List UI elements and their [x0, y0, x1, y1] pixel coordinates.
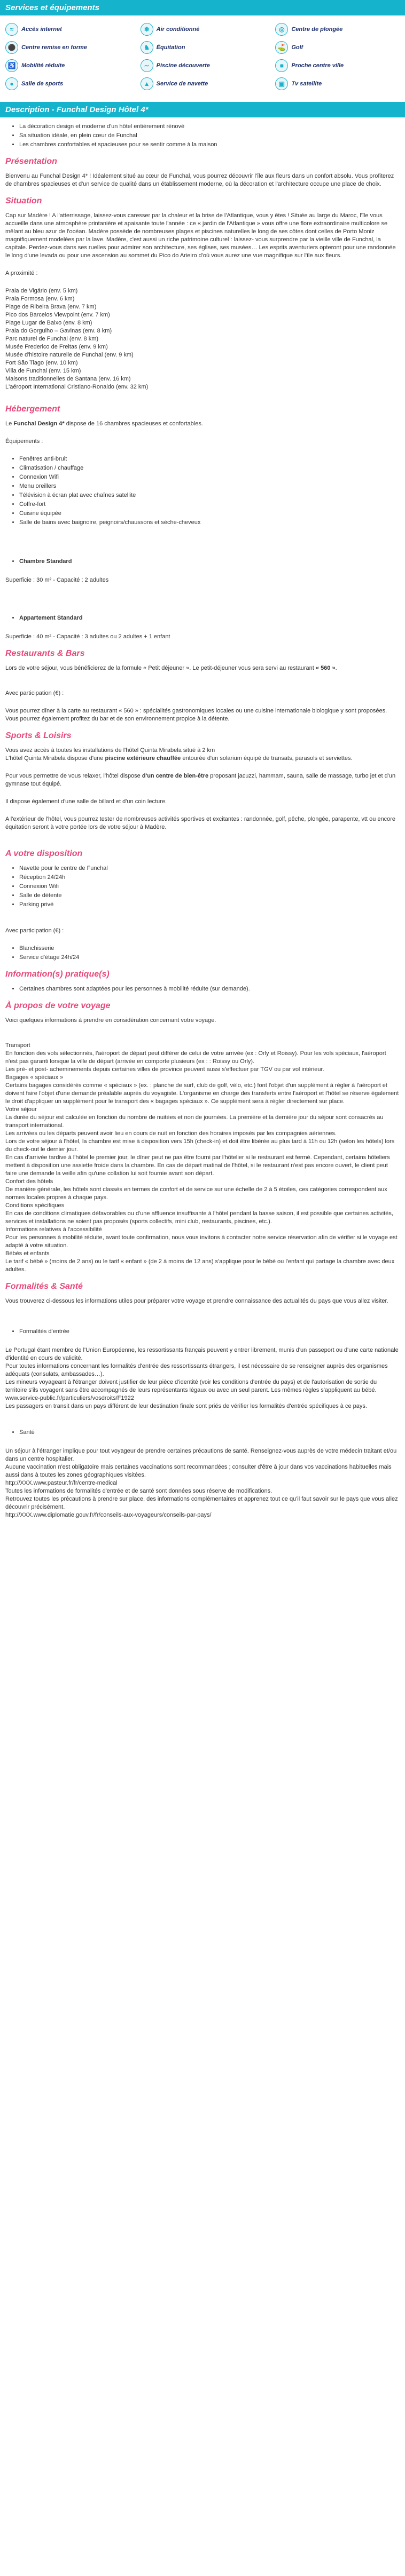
list-item: Plage Lugar de Baixo (env. 8 km)	[5, 320, 92, 326]
list-item: Musée Frederico de Freitas (env. 9 km)	[5, 344, 108, 350]
horse-icon: ♞	[141, 41, 153, 54]
list-item: • La décoration design et moderne d'un hôtel entièrement rénové	[19, 123, 400, 131]
room-info: Superficie : 40 m² - Capacité : 3 adultes ou 2 adultes + 1 enfant	[5, 633, 170, 640]
text-line: Transport	[5, 1042, 30, 1049]
text-line: Les pré- et post- acheminements depuis certaines villes de province peuvent aussi s'effectuer par TGV ou par vol intérieur.	[5, 1066, 324, 1073]
text-line: Pour toutes informations concernant les formalités d'entrée des ressortissants étrangers, il est nécessaire de se renseigner auprès des organismes adéquats (consulats, ambassades…).	[5, 1363, 388, 1377]
list-item: • Salle de bains avec baignoire, peignoirs/chaussons et sèche-cheveux	[19, 519, 400, 527]
text-line: Lors de votre séjour à l'hôtel, la chambre est mise à disposition vers 15h (check-in) et doit être libérée au plus tard à 11h ou 12h (selon les hôtels) lors du check-out le dernier jour.	[5, 1138, 395, 1153]
tv-icon: ▣	[275, 77, 288, 90]
situation-title: Situation	[5, 196, 42, 205]
sports-text-3: Pour vous permettre de vous relaxer, l'hôtel dispose d'un centre de bien-être proposant jacuzzi, hammam, sauna, salle de massage, turbo jet et d'un gymnase tout équipé.	[5, 773, 396, 787]
list-item: Musée d'histoire naturelle de Funchal (env. 9 km)	[5, 352, 134, 358]
list-item: • Les chambres confortables et spacieuses pour se sentir comme à la maison	[19, 141, 400, 149]
text-line: Aucune vaccination n'est obligatoire mais certaines vaccinations sont recommandées ; consulter d'être à jour dans vos vaccinations habituelles mais aussi dans à toutes les zones géographiques visitées.	[5, 1464, 392, 1478]
list-item: Villa de Funchal (env. 15 km)	[5, 368, 81, 374]
text-line: Votre séjour	[5, 1106, 37, 1113]
list-item: • Télévision à écran plat avec chaînes satellite	[19, 492, 400, 500]
services-header: Services et équipements	[0, 0, 405, 15]
wheelchair-icon: ♿	[5, 59, 18, 72]
snowflake-icon: ❄	[141, 23, 153, 36]
nearby-label: A proximité :	[5, 270, 38, 276]
list-item: Praia de Vigário (env. 5 km)	[5, 288, 78, 294]
sport-icon: ●	[5, 77, 18, 90]
diver-icon: ◎	[275, 23, 288, 36]
text-line: Les passagers en transit dans un pays différent de leur destination finale sont priés de vérifier les formalités d'entrée spécifiques à ce pays.	[5, 1403, 367, 1409]
list-item: • Menu oreillers	[19, 482, 400, 490]
list-item: Parc naturel de Funchal (env. 8 km)	[5, 336, 99, 342]
golf-icon: ⛳	[275, 41, 288, 54]
services-grid	[0, 15, 405, 96]
text-line: Bébés et enfants	[5, 1250, 50, 1257]
list-item: • Fenêtres anti-bruit	[19, 455, 400, 463]
dumbbell-icon: ⚫	[5, 41, 18, 54]
text-line: Le tarif « bébé » (moins de 2 ans) ou le tarif « enfant » (de 2 à moins de 12 ans) s'applique pour le bébé ou l'enfant qui partage la chambre avec deux adultes.	[5, 1258, 395, 1273]
restaurants-title: Restaurants & Bars	[5, 649, 85, 658]
list-item: • Certaines chambres sont adaptées pour les personnes à mobilité réduite (sur demande).	[19, 985, 400, 993]
list-item: • Parking privé	[19, 901, 400, 909]
list-item: Praia Formosa (env. 6 km)	[5, 296, 75, 302]
list-item: Fort São Tiago (env. 10 km)	[5, 360, 78, 366]
text-line: Bagages « spéciaux »	[5, 1074, 64, 1081]
text-line: http://XXX.www.pasteur.fr/fr/centre-medical	[5, 1480, 118, 1486]
service-item: ∼ Piscine découverte	[141, 59, 265, 72]
text-line: En cas de conditions climatiques défavorables ou d'une affluence insuffisante à l'hôtel pendant la basse saison, il est possible que certaines activités, services et installations ne soient pas proposés (sports collectifs, mini club, restaurants, piscines, etc.).	[5, 1210, 393, 1225]
formalites-title: Formalités & Santé	[5, 1282, 83, 1291]
text-line: Les arrivées ou les départs peuvent avoir lieu en cours de nuit en fonction des horaires imposés par les compagnies aériennes.	[5, 1130, 337, 1137]
situation-text: Cap sur Madère ! A l'atterrissage, laissez-vous caresser par la chaleur et la brise de l'Atlantique, vous y êtes ! Située au large du Maroc, l'île vous accueille dans une atmosphère printanière et apaisante toute l'année : ce « jardin de l'Atlantique » vous offre une flore extraordinaire multicolore se mêlant au bleu azur de l'océan. Madère possède de nombreuses plages et piscines naturelles le long de ses côtes dont celles de Porto Moniz magnifiquement modelées par la lave. Madère, c'est aussi un riche patrimoine culturel : laissez- vous surprendre par la vieille ville de Funchal, la capitale. Perdez-vous dans ses ruelles pour admirer son architecture, ses églises, ses musées… Les esprits aventuriers opteront pour une randonnée le long d'une levada ou pour une ascension au sommet du Pico do Arieiro d'où vous aurez une vue magnifique sur l'île aux fleurs.	[5, 212, 396, 259]
city-icon: ■	[275, 59, 288, 72]
service-item: ♿ Mobilité réduite	[5, 59, 130, 72]
list-item: • Service d'étage 24h/24	[19, 954, 400, 962]
service-item: ■ Proche centre ville	[275, 59, 400, 72]
list-item: Pico dos Barcelos Viewpoint (env. 7 km)	[5, 312, 110, 318]
sports-text-1: Vous avez accès à toutes les installations de l'hôtel Quinta Mirabela situé à 2 km L'hôtel Quinta Mirabela dispose d'une piscine extérieure chauffée entourée d'un solarium équipé de transats, parasols et serviettes.	[5, 747, 353, 762]
text-line: La durée du séjour est calculée en fonction du nombre de nuitées et non de journées. La première et la dernière jour du séjour sont consacrés au transport international.	[5, 1114, 384, 1129]
apropos-intro: Voici quelques informations à prendre en considération concernant votre voyage.	[5, 1017, 216, 1024]
disposition-paid-list	[5, 945, 400, 962]
list-item: Praia do Gorgulho – Gavinas (env. 8 km)	[5, 328, 112, 334]
text-line: En fonction des vols sélectionnés, l'aéroport de départ peut différer de celui de votre arrivée (ex : Orly et Roissy). Pour les vols spéciaux, l'aéroport n'est pas garanti lorsque la ville de départ (arrivée en comporte plusieurs (ex : : Roissy ou Orly).	[5, 1050, 386, 1065]
paid-label: Avec participation (€) :	[5, 690, 64, 696]
text-line: Le Portugal étant membre de l'Union Européenne, les ressortissants français peuvent y entrer librement, munis d'un passeport ou d'une carte nationale d'identité en cours de validité.	[5, 1347, 399, 1361]
wifi-icon: ≈	[5, 23, 18, 36]
service-item: ≈ Accès internet	[5, 23, 130, 36]
disposition-title: A votre disposition	[5, 849, 83, 858]
service-item: ▣ Tv satellite	[275, 77, 400, 90]
shuttle-icon: ▲	[141, 77, 153, 90]
text-line: http://XXX.www.diplomatie.gouv.fr/fr/conseils-aux-voyageurs/conseils-par-pays/	[5, 1512, 212, 1518]
service-item: ♞ Équitation	[141, 41, 265, 54]
text-line: Conditions spécifiques	[5, 1202, 65, 1209]
text-line: Retrouvez toutes les précautions à prendre sur place, des informations complémentaires et apprenez tout ce qu'il faut savoir sur le pays que vous allez découvrir précisément.	[5, 1496, 398, 1510]
room-1	[5, 558, 400, 566]
formalites-body-1	[5, 1346, 400, 1410]
sports-text-4: Il dispose également d'une salle de billard et d'un coin lecture.	[5, 798, 167, 805]
main-content	[0, 117, 405, 1519]
room-name: • Appartement Standard	[19, 614, 400, 622]
equipments-label: Équipements :	[5, 438, 43, 445]
text-line: Toutes les informations de formalités d'entrée et de santé sont données sous réserve de modifications.	[5, 1488, 272, 1494]
restaurants-text-2: Vous pourrez dîner à la carte au restaurant « 560 » : spécialités gastronomiques locales ou une cuisine internationale biologique y sont proposées. Vous pourrez également profitez du bar et de son environnement propice à la détente.	[5, 708, 387, 722]
presentation-title: Présentation	[5, 157, 57, 166]
text-line: Confort des hôtels	[5, 1178, 53, 1185]
text-line: Informations relatives à l'accessibilité	[5, 1226, 102, 1233]
service-item: ◎ Centre de plongée	[275, 23, 400, 36]
text-line: En cas d'arrivée tardive à l'hôtel le premier jour, le dîner peut ne pas être fourni par l'hôtelier si le restaurant est fermé. Cependant, certains hôteliers mettent à disposition une assiette froide dans la chambre. En cas de départ matinal de l'hôtel, si le restaurant n'est pas encore ouvert, le client peut faire une demande la veille afin qu'une collation lui soit fournie avant son départ.	[5, 1154, 390, 1177]
hebergement-text: Le Funchal Design 4* dispose de 16 chambres spacieuses et confortables.	[5, 421, 203, 427]
text-line: Certains bagages considérés comme « spéciaux » (ex. : planche de surf, club de golf, vélo, etc.) font l'objet d'un supplément à régler à l'aéroport et doivent faire l'objet d'une demande préalable auprès du voyagiste. L'organisme en charge des transferts entre l'aéroport et l'hôtel se réserve également le droit d'appliquer un supplément pour le transport des « bagages spéciaux ». Ce supplément sera à régler directement sur place.	[5, 1082, 399, 1105]
text-line: www.service-public.fr/particuliers/vosdroits/F1922	[5, 1395, 134, 1401]
formalites-sub-1	[5, 1328, 400, 1336]
list-item: • Blanchisserie	[19, 945, 400, 953]
sports-text-5: A l'extérieur de l'hôtel, vous pourrez tester de nombreuses activités sportives et excitantes : randonnée, golf, pêche, plongée, parapente, vtt ou encore équitation seront à votre portée lors de votre séjour à Madère.	[5, 816, 396, 830]
list-item: • Réception 24/24h	[19, 874, 400, 882]
list-item: • Salle de détente	[19, 892, 400, 900]
text-line: De manière générale, les hôtels sont classés en termes de confort et de service sur une échelle de 2 à 5 étoiles, ces catégories correspondent aux normes locales propres à chaque pays.	[5, 1186, 387, 1201]
formalites-body-2	[5, 1447, 400, 1519]
nearby-list	[5, 287, 400, 391]
service-item: ▲ Service de navette	[141, 77, 265, 90]
list-item: • Cuisine équipée	[19, 510, 400, 518]
apropos-body	[5, 1042, 400, 1274]
apropos-title: À propos de votre voyage	[5, 1001, 111, 1010]
text-line: Un séjour à l'étranger implique pour tout voyageur de prendre certaines précautions de santé. Renseignez-vous auprès de votre médecin traitant et/ou dans un centre hospitalier.	[5, 1448, 397, 1462]
information-title: Information(s) pratique(s)	[5, 970, 110, 979]
service-item: ⚫ Centre remise en forme	[5, 41, 130, 54]
service-item: ⛳ Golf	[275, 41, 400, 54]
information-list	[5, 985, 400, 993]
room-2	[5, 614, 400, 622]
room-name: • Chambre Standard	[19, 558, 400, 566]
list-item: Plage de Ribeira Brava (env. 7 km)	[5, 304, 97, 310]
equipments-list	[5, 455, 400, 527]
formalites-sub-2	[5, 1429, 400, 1437]
formalites-intro: Vous trouverez ci-dessous les informations utiles pour préparer votre voyage et prendre connaissance des actualités du pays que vous allez visiter.	[5, 1298, 388, 1304]
subsection-title: • Formalités d'entrée	[19, 1328, 400, 1336]
list-item: • Connexion Wifi	[19, 473, 400, 481]
subsection-title: • Santé	[19, 1429, 400, 1437]
disposition-free-list	[5, 865, 400, 909]
text-line: Les mineurs voyageant à l'étranger doivent justifier de leur pièce d'identité (voir les conditions d'entrée du pays) et de l'autorisation de sortie du territoire s'ils voyagent sans être accompagnés de leurs représentants légaux ou avec un seul parent. Les mêmes règles s'appliquent au bébé.	[5, 1379, 377, 1393]
list-item: Maisons traditionnelles de Santana (env. 16 km)	[5, 376, 131, 382]
hebergement-title: Hébergement	[5, 405, 60, 414]
pool-icon: ∼	[141, 59, 153, 72]
list-item: • Navette pour le centre de Funchal	[19, 865, 400, 873]
text-line: Pour les personnes à mobilité réduite, avant toute confirmation, nous vous invitons à contacter notre service réservation afin de vérifier si le voyage est adapté à votre situation.	[5, 1234, 398, 1249]
list-item: • Climatisation / chauffage	[19, 464, 400, 472]
list-item: • Sa situation idéale, en plein cœur de Funchal	[19, 132, 400, 140]
service-item: ❄ Air conditionné	[141, 23, 265, 36]
room-info: Superficie : 30 m² - Capacité : 2 adultes	[5, 577, 109, 583]
service-item: ● Salle de sports	[5, 77, 130, 90]
presentation-text: Bienvenu au Funchal Design 4* ! Idéalement situé au cœur de Funchal, vous pourrez découvrir l'île aux fleurs dans un confort absolu. Vous profiterez de chambres spacieuses et d'un service de qualité dans un établissement moderne, où la décoration et l'architecture occupe une place de choix.	[5, 173, 394, 187]
intro-list	[5, 123, 400, 149]
list-item: • Coffre-fort	[19, 501, 400, 509]
list-item: • Connexion Wifi	[19, 883, 400, 891]
list-item: L'aéroport International Cristiano-Ronaldo (env. 32 km)	[5, 384, 149, 390]
restaurants-text: Lors de votre séjour, vous bénéficierez de la formule « Petit déjeuner ». Le petit-déjeuner vous sera servi au restaurant « 560 ».	[5, 665, 337, 671]
paid-label: Avec participation (€) :	[5, 928, 64, 934]
description-header: Description - Funchal Design Hôtel 4*	[0, 102, 405, 117]
sports-title: Sports & Loisirs	[5, 731, 72, 740]
